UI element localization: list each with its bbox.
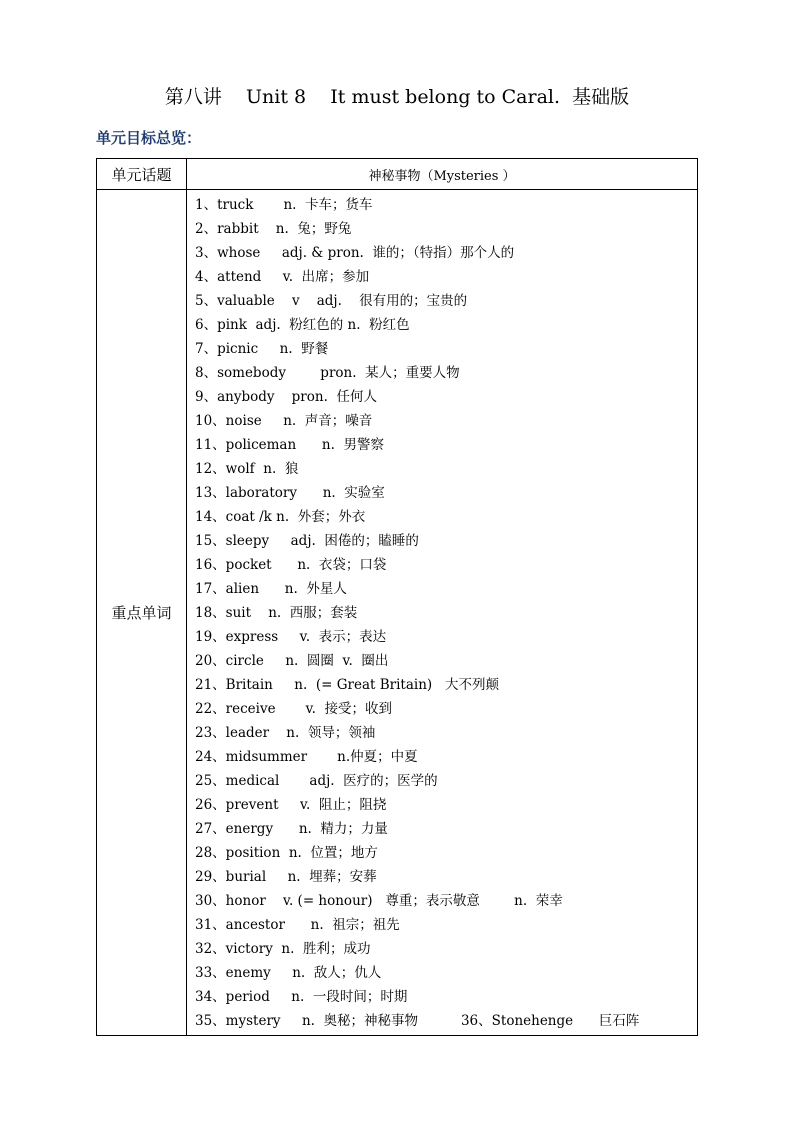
- word-entry: 6、pink adj. 粉红色的 n. 粉红色: [195, 317, 410, 333]
- word-entry: 20、circle n. 圆圈 v. 圈出: [195, 653, 389, 669]
- word-entry: 8、somebody pron. 某人；重要人物: [195, 365, 460, 381]
- word-entry: 5、valuable v adj. 很有用的；宝贵的: [195, 293, 468, 309]
- word-entry: 32、victory n. 胜利；成功: [195, 941, 371, 957]
- topic-value: 神秘事物（Mysteries ）: [187, 159, 698, 190]
- word-entry: 24、midsummer n.仲夏；中夏: [195, 749, 418, 765]
- word-entry: 21、Britain n. (= Great Britain) 大不列颠: [195, 677, 500, 693]
- word-entry: 33、enemy n. 敌人；仇人: [195, 965, 382, 981]
- vocabulary-table: [96, 158, 698, 1036]
- word-entry: 30、honor v. (= honour) 尊重；表示敬意 n. 荣幸: [195, 893, 563, 909]
- word-entry: 27、energy n. 精力；力量: [195, 821, 388, 837]
- word-entry: 9、anybody pron. 任何人: [195, 389, 377, 405]
- word-entry: 18、suit n. 西服；套装: [195, 605, 358, 621]
- word-entry: 29、burial n. 埋葬；安葬: [195, 869, 377, 885]
- word-entry: 19、express v. 表示；表达: [195, 629, 387, 645]
- word-entry: 16、pocket n. 衣袋；口袋: [195, 557, 387, 573]
- word-entry: 28、position n. 位置；地方: [195, 845, 378, 861]
- word-entry: 34、period n. 一段时间；时期: [195, 989, 408, 1005]
- page-title: 第八讲 Unit 8 It must belong to Caral. 基础版: [164, 86, 630, 108]
- word-entry: 10、noise n. 声音；噪音: [195, 413, 373, 429]
- topic-row: [97, 159, 698, 190]
- word-entry: 11、policeman n. 男警察: [195, 437, 384, 453]
- word-entry: 31、ancestor n. 祖宗；祖先: [195, 917, 400, 933]
- word-entry: 4、attend v. 出席；参加: [195, 269, 370, 285]
- word-entry: 17、alien n. 外星人: [195, 581, 347, 597]
- word-entry: 22、receive v. 接受；收到: [195, 701, 393, 717]
- word-entry: 2、rabbit n. 兔；野兔: [195, 221, 352, 237]
- word-entry: 14、coat /k n. 外套；外衣: [195, 509, 366, 525]
- words-row: [97, 190, 698, 1036]
- word-entry: 26、prevent v. 阻止；阻挠: [195, 797, 387, 813]
- topic-label: 单元话题: [97, 159, 187, 190]
- word-entry: 23、leader n. 领导；领袖: [195, 725, 376, 741]
- section-label: 重点单词: [97, 190, 187, 1036]
- word-entry: 3、whose adj. & pron. 谁的；（特指）那个人的: [195, 245, 515, 261]
- section-subtitle: 单元目标总览：: [96, 129, 202, 147]
- word-entry: 15、sleepy adj. 困倦的；瞌睡的: [195, 533, 419, 549]
- word-entry: 25、medical adj. 医疗的；医学的: [195, 773, 438, 789]
- word-entry: 1、truck n. 卡车；货车: [195, 197, 373, 213]
- word-entry: 13、laboratory n. 实验室: [195, 485, 385, 501]
- word-entry: 35、mystery n. 奥秘；神秘事物 36、Stonehenge 巨石阵: [195, 1013, 640, 1029]
- word-entry: 12、wolf n. 狼: [195, 461, 299, 477]
- word-entry: 7、picnic n. 野餐: [195, 341, 329, 357]
- word-list: [187, 190, 698, 1036]
